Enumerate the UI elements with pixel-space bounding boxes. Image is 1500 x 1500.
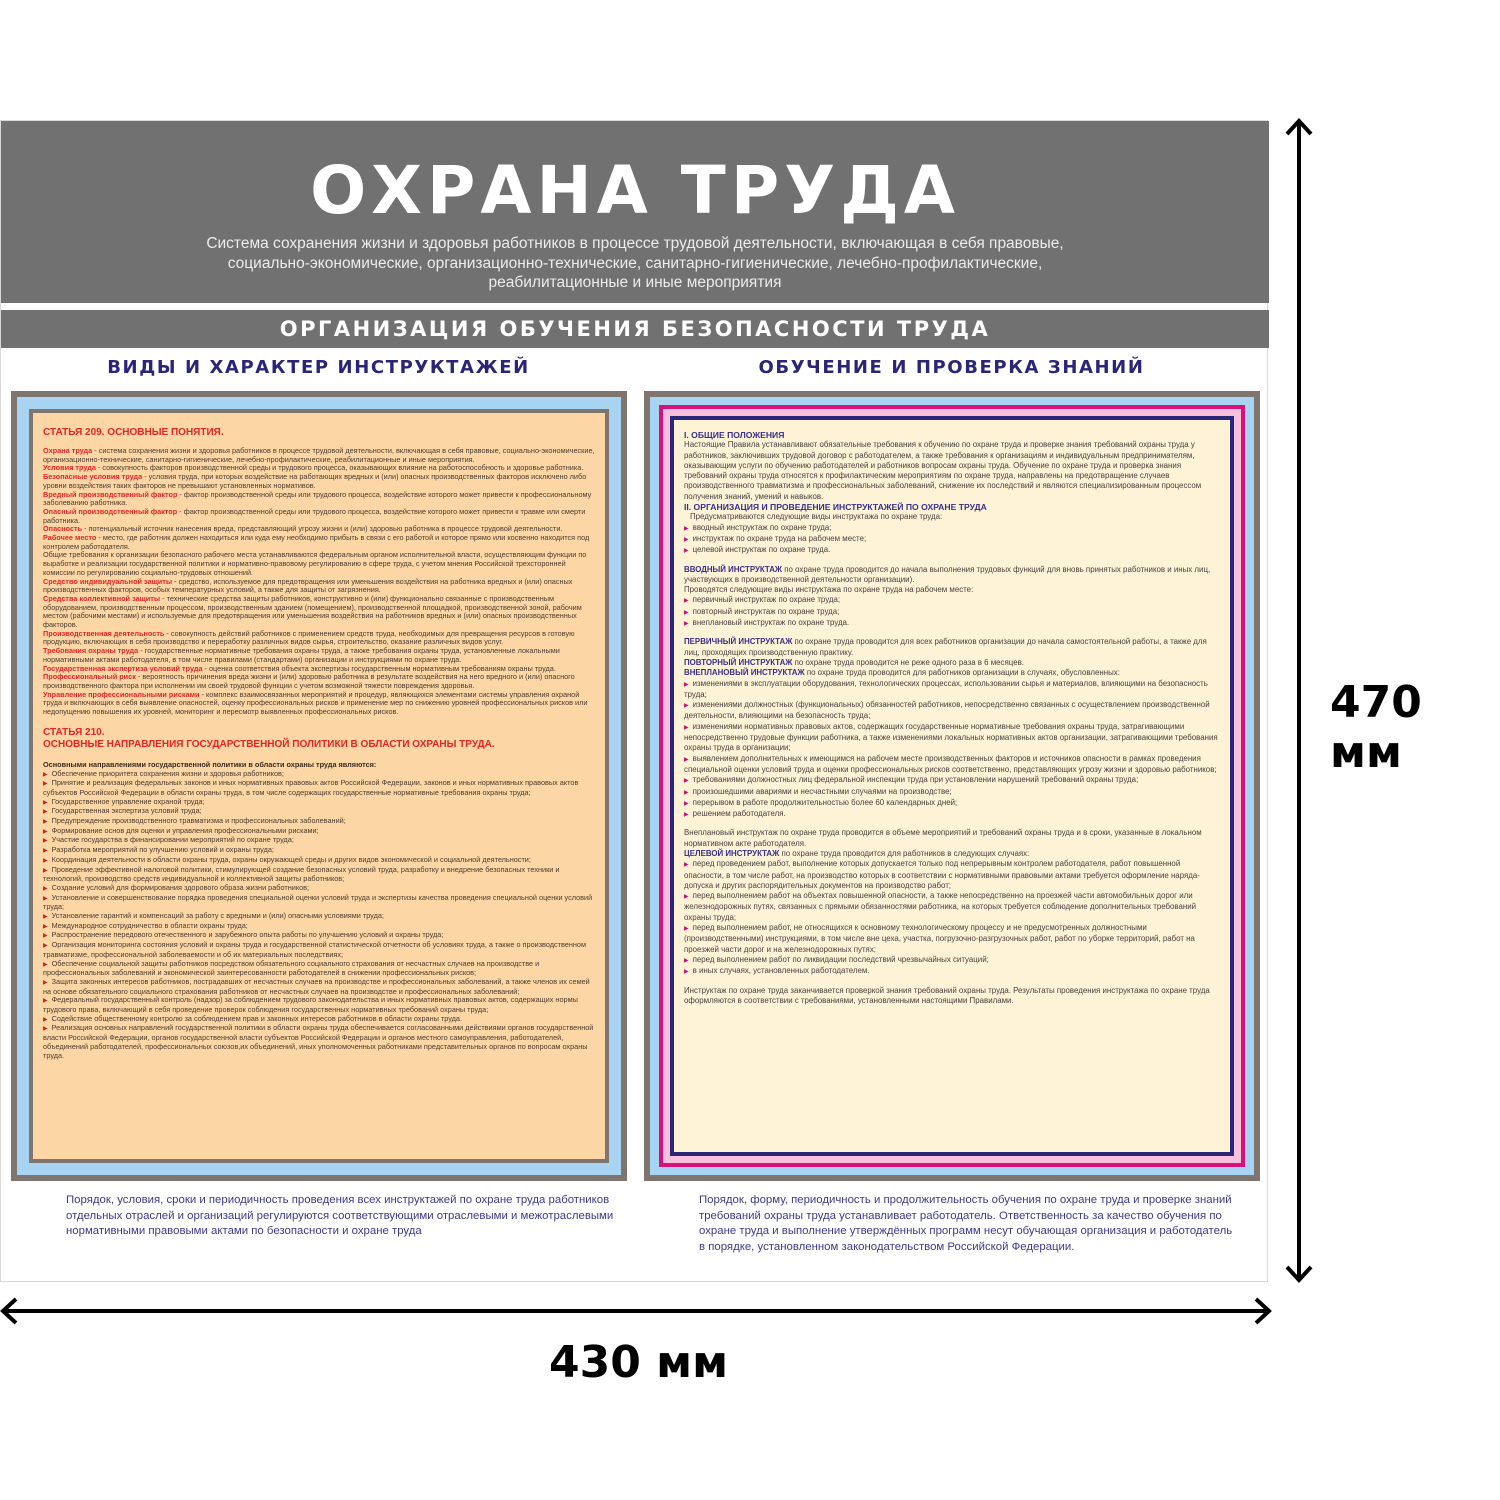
right-panel-navy-border: [670, 416, 1234, 1156]
bullet-triangle-icon: ▶: [43, 914, 48, 921]
definition-text: - оценка соответствия объекта экспертизы государственным нормативным требованиям охраны труда.: [202, 663, 556, 673]
policy-item-text: Защита законных интересов работников, пострадавших от несчастных случаев на производстве и профессиональных заболеваний, а также членов их семей на основе обязательного социального страхования работников от несчастных случаев на производстве и профессиональных заболеваний;: [43, 976, 590, 996]
bullet-triangle-icon: ▶: [43, 943, 48, 950]
definition-text: - фактор производственной среды или трудового процесса, воздействие которого может привести к травме или смерти работника.: [43, 506, 586, 525]
workplace-briefing-item: [684, 618, 1220, 629]
width-dimension-label: 430 мм: [549, 1337, 729, 1388]
policy-item: [43, 960, 595, 978]
section-2-heading: II. ОРГАНИЗАЦИЯ И ПРОВЕДЕНИЕ ИНСТРУКТАЖЕЙ ПО ОХРАНЕ ТРУДА: [684, 502, 987, 513]
bullet-triangle-icon: ▶: [684, 756, 689, 763]
workplace-briefing-item-text: первичный инструктаж по охране труда;: [692, 595, 841, 605]
intro-briefing: [684, 565, 1220, 586]
target-case-item-text: перед выполнением работ по ликвидации последствий чрезвычайных ситуаций;: [692, 954, 989, 964]
bullet-triangle-icon: ▶: [43, 781, 48, 788]
left-panel-blue-border: [17, 397, 621, 1175]
article-210-subheading: ОСНОВНЫЕ НАПРАВЛЕНИЯ ГОСУДАРСТВЕННОЙ ПОЛИТИКИ В ОБЛАСТИ ОХРАНЫ ТРУДА.: [43, 738, 495, 750]
bullet-triangle-icon: ▶: [684, 536, 689, 543]
target-briefing: [684, 849, 1220, 859]
bullet-triangle-icon: ▶: [684, 609, 689, 616]
bullet-triangle-icon: ▶: [684, 894, 689, 901]
workplace-briefing-item-text: внеплановый инструктаж по охране труда.: [692, 618, 850, 628]
bullet-triangle-icon: ▶: [684, 969, 689, 976]
definition-text: Общие требования к организации безопасного рабочего места устанавливаются федеральным органом исполнительной власти, осуществляющим функции по выработке и реализации государственной политики и нормативно-правовому регулированию в сфере труда, с учетом мнения Российской трехсторонней комиссии по регулированию социально-трудовых отношений.: [43, 550, 587, 577]
definition-text: - вероятность причинения вреда жизни и (или) здоровью работника в результате воздействия на него вредного и (или) опасного производственного фактора при исполнении им своей трудовой функции с учетом возможной тяжести повреждения здоровья.: [43, 672, 575, 690]
arrow-down-icon: [1285, 1264, 1313, 1284]
bullet-triangle-icon: ▶: [43, 838, 48, 845]
unplanned-case-item: [684, 809, 1220, 820]
unplanned-case-item: [684, 787, 1220, 798]
policy-item: [43, 894, 595, 912]
poster-subtitle: Система сохранения жизни и здоровья работников в процессе трудовой деятельности, включающая в себя правовые, социально-экономические, организационно-технические, санитарно-гигиенические, лечебно-профилактические, реабилитационные и иные мероприятия: [206, 235, 1064, 291]
briefing-types-list: [684, 523, 1220, 557]
safety-poster: [0, 120, 1268, 1282]
unplanned-briefing-text: по охране труда проводится для работников организации в случаях, обусловленных:: [804, 668, 1120, 678]
width-dimension-line: [3, 1309, 1269, 1313]
bullet-triangle-icon: ▶: [684, 800, 689, 807]
policy-item-text: Реализация основных направлений государственной политики в области охраны труда обеспечивается согласованными действиями органов государственной власти Российской Федерации, органов государственной власти субъектов Российской Федерации и органов местного самоуправления, работодателей, объединений работодателей, профессиональных союзов,их объединений, иных уполномоченных работниками представительных органов по вопросам охраны труда.: [43, 1023, 594, 1060]
policy-item-text: Распространение передового отечественного и зарубежного опыта работы по улучшению условий и охраны труда;: [51, 930, 444, 940]
bullet-triangle-icon: ▶: [43, 819, 48, 826]
target-case-item-text: перед выполнением работ на объектах повышенной опасности, а также непосредственно на проезжей части автомобильных дорог или железнодорожных путях, связанных с прямыми обязанностями работника, на которых требуется соблюдение дополнительных требований охраны труда;: [684, 891, 1197, 922]
definition-text: - средство, используемое для предотвращения или уменьшения воздействия на работника вредных и (или) опасных производственных факторов, особых температурных условий, а также для защиты от загрязнения.: [43, 576, 573, 595]
bullet-triangle-icon: ▶: [43, 809, 48, 816]
definition-item: [43, 595, 595, 630]
definition-item: [43, 534, 595, 551]
primary-briefing: [684, 637, 1220, 658]
target-case-item: [684, 955, 1220, 966]
bullet-triangle-icon: ▶: [684, 548, 689, 555]
left-panel-gray-border: [29, 409, 609, 1163]
policy-item-text: Государственное управление охраной труда;: [51, 796, 205, 806]
policy-item: [43, 996, 595, 1014]
closing-text: Инструктаж по охране труда заканчивается проверкой знания требований охраны труда. Результаты проведения инструктажа по охране труда оформляются в соответствии с требованиями, установленными настоящими Правилами.: [684, 985, 1210, 1005]
bullet-triangle-icon: ▶: [43, 857, 48, 864]
definition-term: Опасный производственный фактор: [43, 506, 178, 516]
policy-item-text: Федеральный государственный контроль (надзор) за соблюдением трудового законодательства и иных нормативных правовых актов, содержащих нормы трудового права, включающий в себя проведение проверок соблюдения государственных нормативных требований охраны труда;: [43, 995, 578, 1015]
policy-item-text: Государственная экспертиза условий труда;: [51, 806, 202, 816]
right-panel-frame: [644, 391, 1260, 1181]
policy-item-text: Участие государства в финансировании мероприятий по охране труда;: [51, 835, 294, 845]
workplace-briefing-item: [684, 607, 1220, 618]
definition-item: [43, 491, 595, 508]
height-dimension-line: [1297, 122, 1301, 1280]
unplanned-case-item-text: перерывом в работе продолжительностью более 60 календарных дней;: [692, 797, 958, 807]
definition-term: Опасность: [43, 524, 83, 534]
target-case-item: [684, 923, 1220, 955]
policy-item-text: Установление гарантий и компенсаций за работу с вредными и (или) опасными условиями труда;: [51, 911, 384, 921]
unplanned-case-item: [684, 679, 1220, 701]
policy-item: [43, 866, 595, 884]
bullet-triangle-icon: ▶: [43, 961, 48, 968]
policy-item: [43, 941, 595, 959]
definition-text: - совокупность действий работников с применением средств труда, необходимых для превращения ресурсов в готовую продукцию, включающих в себя производство и переработку различных видов сырья, строительство, оказание различных видов услуг.: [43, 628, 575, 647]
unplanned-case-item-text: решением работодателя.: [692, 809, 786, 819]
policy-item: [43, 779, 595, 797]
definition-item: [43, 551, 595, 577]
article-210-lead: Основными направлениями государственной политики в области охраны труда являются:: [43, 759, 377, 769]
arrow-left-icon: [0, 1297, 20, 1325]
intro-briefing-text: по охране труда проводится до начала выполнения трудовых функций для вновь принятых работников и иных лиц, участвующих в производственной деятельности организации).: [684, 564, 1211, 584]
policy-item-text: Обеспечение приоритета сохранения жизни и здоровья работников;: [51, 768, 284, 778]
policy-item-text: Формирование основ для оценки и управления профессиональными рисками;: [51, 825, 319, 835]
policy-item: [43, 978, 595, 996]
unplanned-note: Внеплановый инструктаж по охране труда проводится в объеме мероприятий и требований охраны труда и в сроки, указанные в локальном нормативном акте работодателя.: [684, 828, 1202, 848]
definition-item: [43, 508, 595, 525]
unplanned-case-item-text: изменениями должностных (функциональных) обязанностей работников, непосредственно связанных с осуществлением производственной деятельности, влияющими на безопасность труда;: [684, 700, 1210, 721]
target-cases-list: [684, 859, 1220, 977]
definition-term: Охрана труда: [43, 446, 93, 455]
policy-directions-list: [43, 770, 595, 1061]
definition-text: - государственные нормативные требования охраны труда, а также требования охраны труда, установленные локальными нормативными актами работодателя, в том числе правилами (стандартами) организации и инструкциями по охране труда.: [43, 646, 560, 664]
definition-text: - фактор производственной среды или трудового процесса, воздействие которого может привести к профессиональному заболеванию работника.: [43, 489, 592, 508]
repeat-briefing-text: по охране труда проводится не реже одного раза в 6 месяцев.: [792, 657, 1024, 667]
definition-item: [43, 673, 595, 690]
policy-item-text: Предупреждение производственного травматизма и профессиональных заболеваний;: [51, 816, 346, 826]
definition-text: - технические средства защиты работников, конструктивно и (или) функционально связанные с производственным оборудованием, производственным процессом, производственным зданием (помещением), производственной площадкой, производственной зоной, рабочим местом (рабочими местами) и используемые для предотвращения или уменьшения воздействия на работников вредных и (или) опасных производственных факторов.: [43, 593, 582, 630]
definition-term: Вредный производственный фактор: [43, 489, 178, 499]
briefing-type-item-text: инструктаж по охране труда на рабочем месте;: [692, 533, 867, 543]
right-panel-blue-border: [650, 397, 1254, 1175]
bullet-triangle-icon: ▶: [43, 1026, 48, 1033]
left-panel-content: [33, 413, 605, 1159]
bullet-triangle-icon: ▶: [43, 885, 48, 892]
definition-term: Управление профессиональными рисками: [43, 689, 200, 699]
definitions-list: [43, 447, 595, 717]
article-209-heading: СТАТЬЯ 209. ОСНОВНЫЕ ПОНЯТИЯ.: [43, 427, 224, 438]
definition-item: [43, 447, 595, 464]
target-case-item: [684, 891, 1220, 923]
definition-item: [43, 473, 595, 490]
bullet-triangle-icon: ▶: [684, 778, 689, 785]
unplanned-cases-list: [684, 679, 1220, 821]
policy-item: [43, 1024, 595, 1060]
definition-term: Государственная экспертиза условий труда: [43, 663, 203, 673]
right-panel-pink-border: [663, 409, 1241, 1163]
briefing-type-item: [684, 523, 1220, 534]
target-case-item-text: перед выполнением работ, не относящихся к основному технологическому процессу и не предусмотренных должностными (производственными) инструкциями, в том числе вне цеха, участка, погрузочно-разгрузочных работ, работ по уборке территорий, работ на проезжей части дорог и на железнодорожных путях;: [684, 923, 1195, 954]
right-panel-content: [674, 420, 1230, 1152]
definition-text: - система сохранения жизни и здоровья работников в процессе трудовой деятельности, включающая в себя правовые, социально-экономические, организационно-технические, санитарно-гигиенические, лечебно-профилактические, реабилитационные и иные мероприятия.: [43, 446, 595, 464]
bullet-triangle-icon: ▶: [43, 867, 48, 874]
policy-item-text: Проведение эффективной налоговой политики, стимулирующей создание безопасных условий труда, разработку и внедрение безопасных техники и технологий, производство средств индивидуальной и коллективной защиты работников;: [43, 864, 560, 884]
unplanned-case-item-text: изменениями нормативных правовых актов, содержащих государственные нормативные требования охраны труда, затрагивающими непосредственно трудовые функции работника, а также изменениями локальных нормативных актов организации, затрагивающими требования охраны труда в организации;: [684, 721, 1218, 753]
definition-text: - место, где работник должен находиться или куда ему необходимо прибыть в связи с его работой и которое прямо или косвенно находится под контролем работодателя.: [43, 533, 590, 551]
unplanned-briefing-term: ВНЕПЛАНОВЫЙ ИНСТРУКТАЖ: [684, 668, 805, 678]
poster-header: [1, 121, 1269, 303]
bullet-triangle-icon: ▶: [43, 998, 48, 1005]
definition-text: - комплекс взаимосвязанных мероприятий и процедур, являющихся элементами системы управления охраной труда и включающих в себя выявление опасностей, оценку профессиональных рисков и применение мер по снижению уровней профессиональных рисков или недопущению повышения их уровней, мониторинг и пересмотр выявленных профессиональных рисков.: [43, 689, 588, 717]
repeat-briefing: [684, 658, 1220, 668]
bullet-triangle-icon: ▶: [684, 703, 689, 710]
policy-item-text: Координация деятельности в области охраны труда, охраны окружающей среды и других видов экономической и социальной деятельности;: [51, 854, 531, 864]
policy-item-text: Обеспечение социальной защиты работников посредством обязательного социального страхования от несчастных случаев на производстве и профессиональных заболеваний и экономической заинтересованности работодателей в снижении профессиональных рисков;: [43, 958, 540, 978]
unplanned-case-item-text: требованиями должностных лиц федеральной инспекции труда при установлении нарушений требований охраны труда;: [692, 775, 1139, 785]
section-2-lead: Предусматриваются следующие виды инструктажа по охране труда:: [690, 512, 943, 522]
bullet-triangle-icon: ▶: [43, 799, 48, 806]
definition-term: Средства коллективной защиты: [43, 593, 161, 603]
bullet-triangle-icon: ▶: [43, 828, 48, 835]
target-case-item-text: перед проведением работ, выполнение которых допускается только под непрерывным контролем работодателя, работ повышенной опасности, в том числе работ, на производство которых в соответствии с нормативными правовыми актами требуется оформление наряда-допуска и других распорядительных документов на производство работ;: [684, 859, 1200, 890]
policy-item-text: Принятие и реализация федеральных законов и иных нормативных правовых актов Российской Федерации, законов и иных нормативных правовых актов субъектов Российской Федерации в области охраны труда, в том числе содержащих государственные нормативные требования охраны труда;: [43, 778, 579, 797]
target-case-item-text: в иных случаях, установленных работодателем.: [692, 966, 870, 976]
definition-term: Требования охраны труда: [43, 646, 139, 656]
policy-item-text: Международное сотрудничество в области охраны труда;: [51, 920, 248, 930]
primary-briefing-text: по охране труда проводится для всех работников организации до начала самостоятельной работы, а также для лиц, проходящих производственную практику.: [684, 637, 1207, 657]
bullet-triangle-icon: ▶: [43, 848, 48, 855]
unplanned-case-item-text: выявлением дополнительных к имеющимся на рабочем месте производственных факторов и источников опасности в рамках проведения специальной оценки условий труда и оценки профессиональных рисков соответственно, представляющих угрозу жизни и здоровью работников;: [684, 753, 1217, 774]
right-footer-note: Порядок, форму, периодичность и продолжительность обучения по охране труда и проверке знаний требований охраны труда устанавливает работодатель. Ответственность за качество обучения по охране труда и выполнение утверждённых программ несут обучающая организация и работодатель в порядке, установленном законодательством Российской Федерации.: [699, 1194, 1233, 1253]
definition-text: - совокупность факторов производственной среды и трудового процесса, оказывающих влияние на работоспособность и здоровье работника.: [95, 463, 584, 473]
right-panel-magenta-border: [659, 405, 1245, 1167]
definition-text: - потенциальный источник нанесения вреда, представляющий угрозу жизни и (или) здоровью работника в процессе трудовой деятельности.: [82, 524, 563, 534]
bullet-triangle-icon: ▶: [43, 895, 48, 902]
definition-item: [43, 578, 595, 595]
left-footer-note: Порядок, условия, сроки и периодичность проведения всех инструктажей по охране труда работников отдельных отраслей и организаций регулируются соответствующими отраслевыми и межотраслевыми нормативными правовыми актами по безопасности и охране труда: [66, 1194, 614, 1238]
workplace-briefing-item-text: повторный инструктаж по охране труда;: [692, 606, 840, 616]
definition-item: [43, 691, 595, 717]
unplanned-case-item: [684, 722, 1220, 754]
intro-briefing-term: ВВОДНЫЙ ИНСТРУКТАЖ: [684, 564, 783, 574]
section-1-text: Настоящие Правила устанавливают обязательные требования к обучению по охране труда и проверке знания требований охраны труда у работников, заключивших трудовой договор с работодателем, а также требования к организациям и индивидуальным предпринимателям, оказывающим услуги по обучению работодателей и работников вопросам охраны труда. Обучение по охране труда и проверка знания требований охраны труда относятся к профилактическим мероприятиям по охране труда, направлены на предотвращение случаев производственного травматизма и профессиональных заболеваний, снижение их последствий и являются специализированным процессом получения знаний, умений и навыков.: [684, 440, 1202, 501]
bullet-triangle-icon: ▶: [684, 598, 689, 605]
arrow-right-icon: [1253, 1297, 1273, 1325]
policy-item-text: Разработка мероприятий по улучшению условий и охраны труда;: [51, 845, 274, 855]
bullet-triangle-icon: ▶: [43, 923, 48, 930]
definition-item: [43, 647, 595, 664]
bullet-triangle-icon: ▶: [684, 862, 689, 869]
policy-item-text: Содействие общественному контролю за соблюдением прав и законных интересов работников в области охраны труда.: [51, 1013, 462, 1023]
target-briefing-text: по охране труда проводится для работников в следующих случаях:: [779, 848, 1030, 858]
policy-item-text: Установление и совершенствование порядка проведения специальной оценки условий труда и экспертизы качества проведения специальной оценки условий труда;: [43, 892, 593, 912]
definition-term: Рабочее место: [43, 533, 97, 543]
target-case-item: [684, 966, 1220, 977]
bullet-triangle-icon: ▶: [684, 681, 689, 688]
target-briefing-term: ЦЕЛЕВОЙ ИНСТРУКТАЖ: [684, 848, 780, 858]
briefing-type-item: [684, 545, 1220, 556]
bullet-triangle-icon: ▶: [684, 957, 689, 964]
workplace-briefing-list: [684, 595, 1220, 629]
unplanned-case-item: [684, 775, 1220, 786]
briefing-type-item-text: целевой инструктаж по охране труда.: [692, 545, 831, 555]
section-band: [1, 310, 1269, 348]
unplanned-case-item-text: изменениями в эксплуатации оборудования, технологических процессах, использовании сырья и материалов, влияющими на безопасность труда;: [684, 678, 1208, 699]
definition-term: Средство индивидуальной защиты: [43, 576, 173, 586]
unplanned-case-item: [684, 754, 1220, 776]
briefing-type-item-text: вводный инструктаж по охране труда;: [692, 522, 832, 532]
target-case-item: [684, 859, 1220, 891]
unplanned-briefing: [684, 668, 1220, 678]
definition-term: Условия труда: [43, 463, 96, 473]
poster-title: ОХРАНА ТРУДА: [310, 152, 960, 229]
workplace-briefing-item: [684, 595, 1220, 606]
policy-item-text: Организация мониторинга состояния условий и охраны труда и государственной статистической отчетности об условиях труда, а также о производственном травматизме, профессиональной заболеваемости и об их материальных последствиях;: [43, 940, 586, 959]
policy-item-text: Создание условий для формирования здорового образа жизни работников;: [51, 882, 310, 892]
definition-term: Профессиональный риск: [43, 672, 136, 682]
left-column-title: ВИДЫ И ХАРАКТЕР ИНСТРУКТАЖЕЙ: [107, 357, 530, 378]
right-column-title: ОБУЧЕНИЕ И ПРОВЕРКА ЗНАНИЙ: [758, 357, 1145, 378]
section-1-heading: I. ОБЩИЕ ПОЛОЖЕНИЯ: [684, 430, 785, 440]
definition-term: Безопасные условия труда: [43, 472, 143, 482]
arrow-up-icon: [1285, 118, 1313, 138]
unplanned-case-item: [684, 700, 1220, 722]
bullet-triangle-icon: ▶: [43, 933, 48, 940]
briefing-type-item: [684, 534, 1220, 545]
workplace-lead: Проводятся следующие виды инструктажа по охране труда на рабочем месте:: [684, 585, 974, 595]
section-band-title: ОРГАНИЗАЦИЯ ОБУЧЕНИЯ БЕЗОПАСНОСТИ ТРУДА: [279, 317, 991, 341]
unplanned-case-item-text: произошедшими авариями и несчастными случаями на производстве;: [692, 786, 952, 796]
definition-term: Производственная деятельность: [43, 628, 165, 638]
definition-text: - условия труда, при которых воздействие на работающих вредных и (или) опасных производственных факторов исключено либо уровни воздействия таких факторов не превышают установленных нормативов.: [43, 472, 587, 490]
bullet-triangle-icon: ▶: [43, 979, 48, 986]
bullet-triangle-icon: ▶: [684, 926, 689, 933]
bullet-triangle-icon: ▶: [684, 812, 689, 819]
definition-item: [43, 630, 595, 647]
bullet-triangle-icon: ▶: [684, 621, 689, 628]
article-210-heading: СТАТЬЯ 210.: [43, 726, 105, 738]
bullet-triangle-icon: ▶: [43, 771, 48, 778]
left-panel-frame: [11, 391, 627, 1181]
bullet-triangle-icon: ▶: [43, 1016, 48, 1023]
bullet-triangle-icon: ▶: [684, 789, 689, 796]
primary-briefing-term: ПЕРВИЧНЫЙ ИНСТРУКТАЖ: [684, 637, 793, 647]
unplanned-case-item: [684, 798, 1220, 809]
repeat-briefing-term: ПОВТОРНЫЙ ИНСТРУКТАЖ: [684, 657, 793, 667]
height-dimension-label: 470 мм: [1330, 677, 1422, 778]
bullet-triangle-icon: ▶: [684, 525, 689, 532]
bullet-triangle-icon: ▶: [684, 724, 689, 731]
